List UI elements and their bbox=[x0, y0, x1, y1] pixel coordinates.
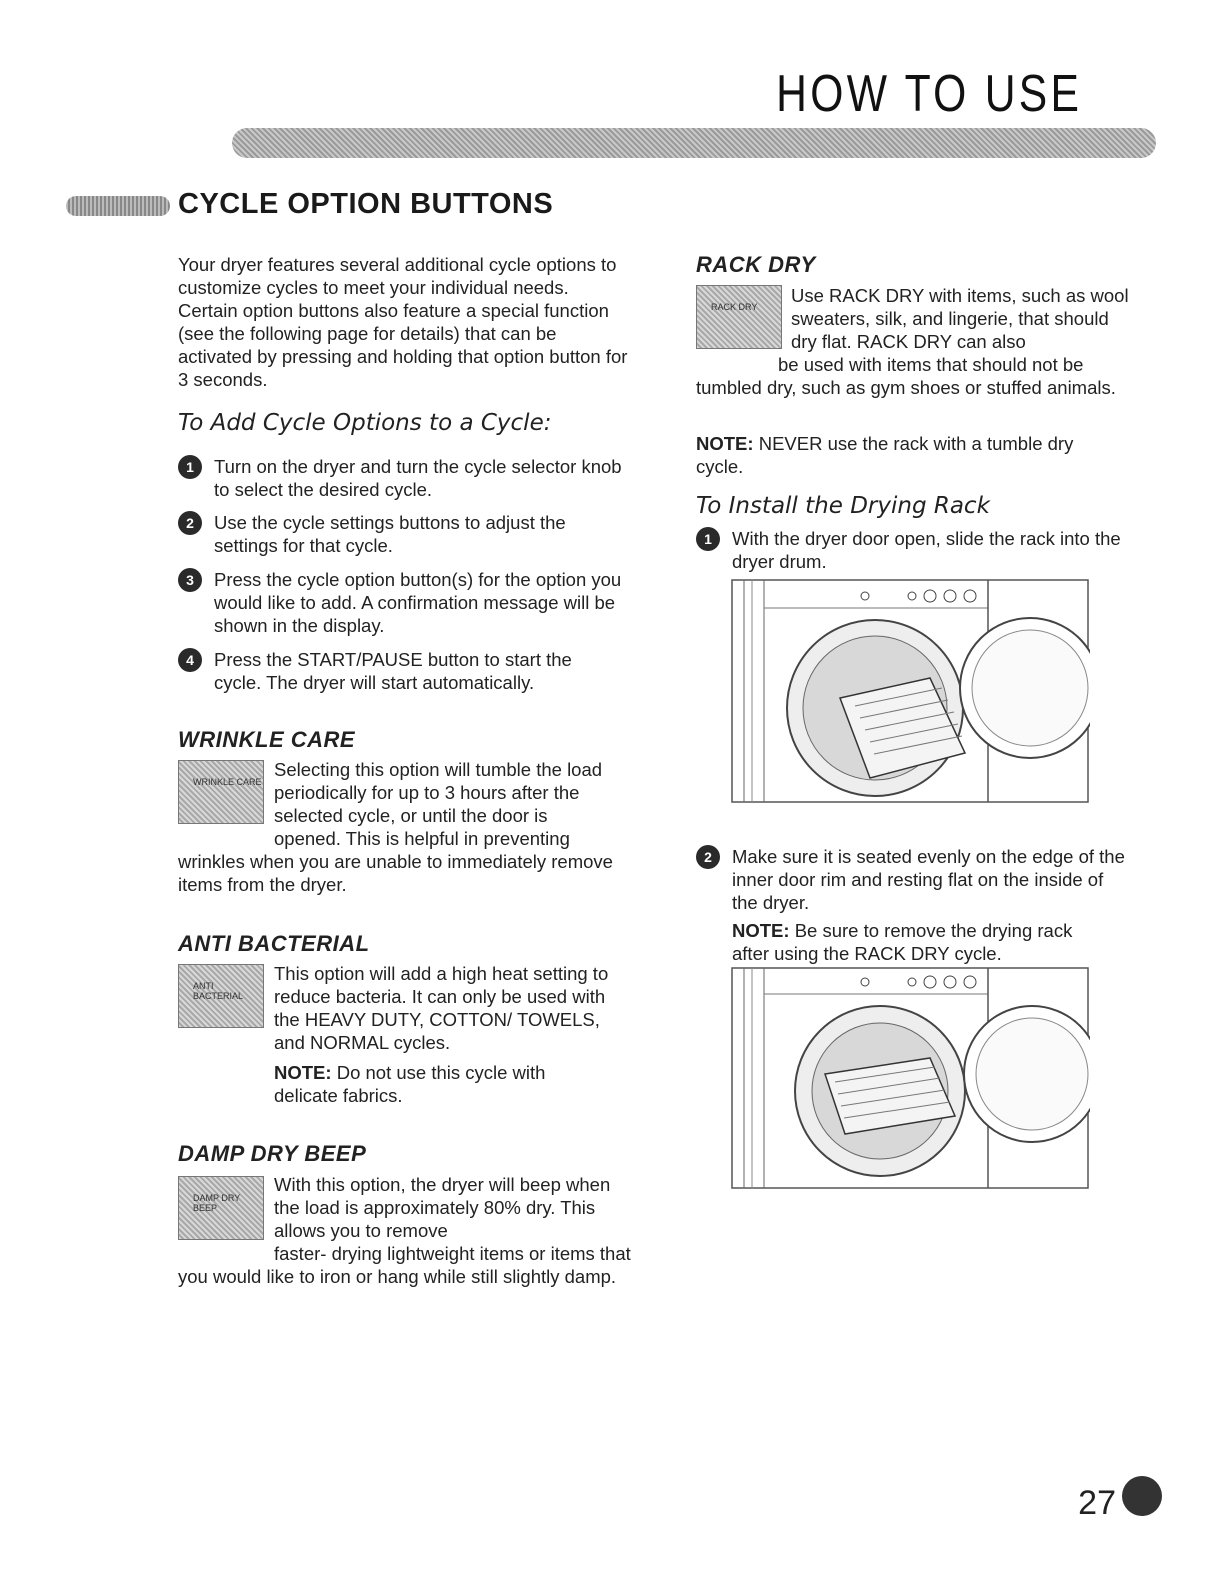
button-image-label: RACK DRY bbox=[711, 302, 758, 312]
step-number-badge: 4 bbox=[178, 648, 202, 672]
note-text: Be sure to remove the drying rack after using the RACK DRY cycle. bbox=[732, 920, 1073, 964]
dryer-rack-seated-illustration bbox=[730, 966, 1090, 1190]
anti-bacterial-button-image bbox=[178, 964, 264, 1028]
step-text: With the dryer door open, slide the rack into the dryer drum. bbox=[732, 528, 1121, 572]
brand-logo-icon bbox=[1122, 1476, 1162, 1516]
button-image-label: DAMP DRY BEEP bbox=[193, 1193, 241, 1213]
header-bar bbox=[232, 128, 1156, 158]
step-number-badge: 2 bbox=[696, 845, 720, 869]
step-number-badge: 1 bbox=[178, 455, 202, 479]
note-label: NOTE: bbox=[274, 1062, 332, 1083]
damp-dry-beep-text-b: faster- drying lightweight items or items that you would like to iron or hang while still slightly damp. bbox=[178, 1243, 631, 1287]
note-text: Do not use this cycle with delicate fabrics. bbox=[274, 1062, 546, 1106]
step-text: Press the START/PAUSE button to start the cycle. The dryer will start automatically. bbox=[214, 649, 572, 693]
note-label: NOTE: bbox=[696, 433, 754, 454]
rack-dry-button-image bbox=[696, 285, 782, 349]
rack-dry-heading: RACK DRY bbox=[696, 252, 816, 277]
rack-dry-text-b: be used with items that should not be tumbled dry, such as gym shoes or stuffed animals. bbox=[696, 354, 1116, 398]
damp-dry-beep-button-image bbox=[178, 1176, 264, 1240]
rack-dry-note bbox=[696, 432, 1096, 478]
wrinkle-care-button-image bbox=[178, 760, 264, 824]
page-header-title: HOW TO USE bbox=[775, 65, 1082, 123]
page-number: 27 bbox=[1078, 1484, 1116, 1522]
wrinkle-care-text-b: opened. This is helpful in preventing wrinkles when you are unable to immediately remove items from the dryer. bbox=[178, 828, 613, 895]
section-tab-icon bbox=[66, 196, 170, 216]
wrinkle-care-heading: WRINKLE CARE bbox=[178, 727, 356, 752]
anti-bacterial-text: This option will add a high heat setting to reduce bacteria. It can only be used with the HEAVY DUTY, COTTON/ TOWELS, and NORMAL cycles. bbox=[274, 963, 609, 1053]
step-number-badge: 3 bbox=[178, 568, 202, 592]
anti-bacterial-note bbox=[274, 1061, 594, 1107]
step-number-badge: 1 bbox=[696, 527, 720, 551]
damp-dry-beep-text-a: With this option, the dryer will beep when the load is approximately 80% dry. This allows you to remove bbox=[274, 1174, 611, 1241]
intro-paragraph: Your dryer features several additional cycle options to customize cycles to meet your individual needs. Certain option buttons also feature a special function (see the following page for details) that can be activated by pressing and holding that option button for 3 seconds. bbox=[178, 254, 628, 390]
section-title: CYCLE OPTION BUTTONS bbox=[178, 188, 554, 220]
rack-dry-text-a: Use RACK DRY with items, such as wool sweaters, silk, and lingerie, that should dry flat. RACK DRY can also bbox=[791, 285, 1129, 352]
install-rack-heading: To Install the Drying Rack bbox=[696, 493, 990, 519]
note-label: NOTE: bbox=[732, 920, 790, 941]
damp-dry-beep-heading: DAMP DRY BEEP bbox=[178, 1141, 367, 1166]
wrinkle-care-text-a: Selecting this option will tumble the load periodically for up to 3 hours after the selected cycle, or until the door is bbox=[274, 759, 603, 826]
step-text: Use the cycle settings buttons to adjust the settings for that cycle. bbox=[214, 512, 566, 556]
step-text: Turn on the dryer and turn the cycle selector knob to select the desired cycle. bbox=[214, 456, 622, 500]
dryer-rack-insert-illustration bbox=[730, 578, 1090, 804]
anti-bacterial-heading: ANTI BACTERIAL bbox=[178, 931, 370, 956]
add-options-heading: To Add Cycle Options to a Cycle: bbox=[178, 410, 552, 436]
step-text: Press the cycle option button(s) for the option you would like to add. A confirmation message will be shown in the display. bbox=[214, 569, 622, 636]
note-text: NEVER use the rack with a tumble dry cycle. bbox=[696, 433, 1074, 477]
install-rack-note bbox=[732, 919, 1112, 965]
step-text: Make sure it is seated evenly on the edge of the inner door rim and resting flat on the inside of the dryer. bbox=[732, 846, 1125, 913]
step-number-badge: 2 bbox=[178, 511, 202, 535]
button-image-label: WRINKLE CARE bbox=[193, 777, 262, 787]
button-image-label: ANTI BACTERIAL bbox=[193, 981, 244, 1001]
